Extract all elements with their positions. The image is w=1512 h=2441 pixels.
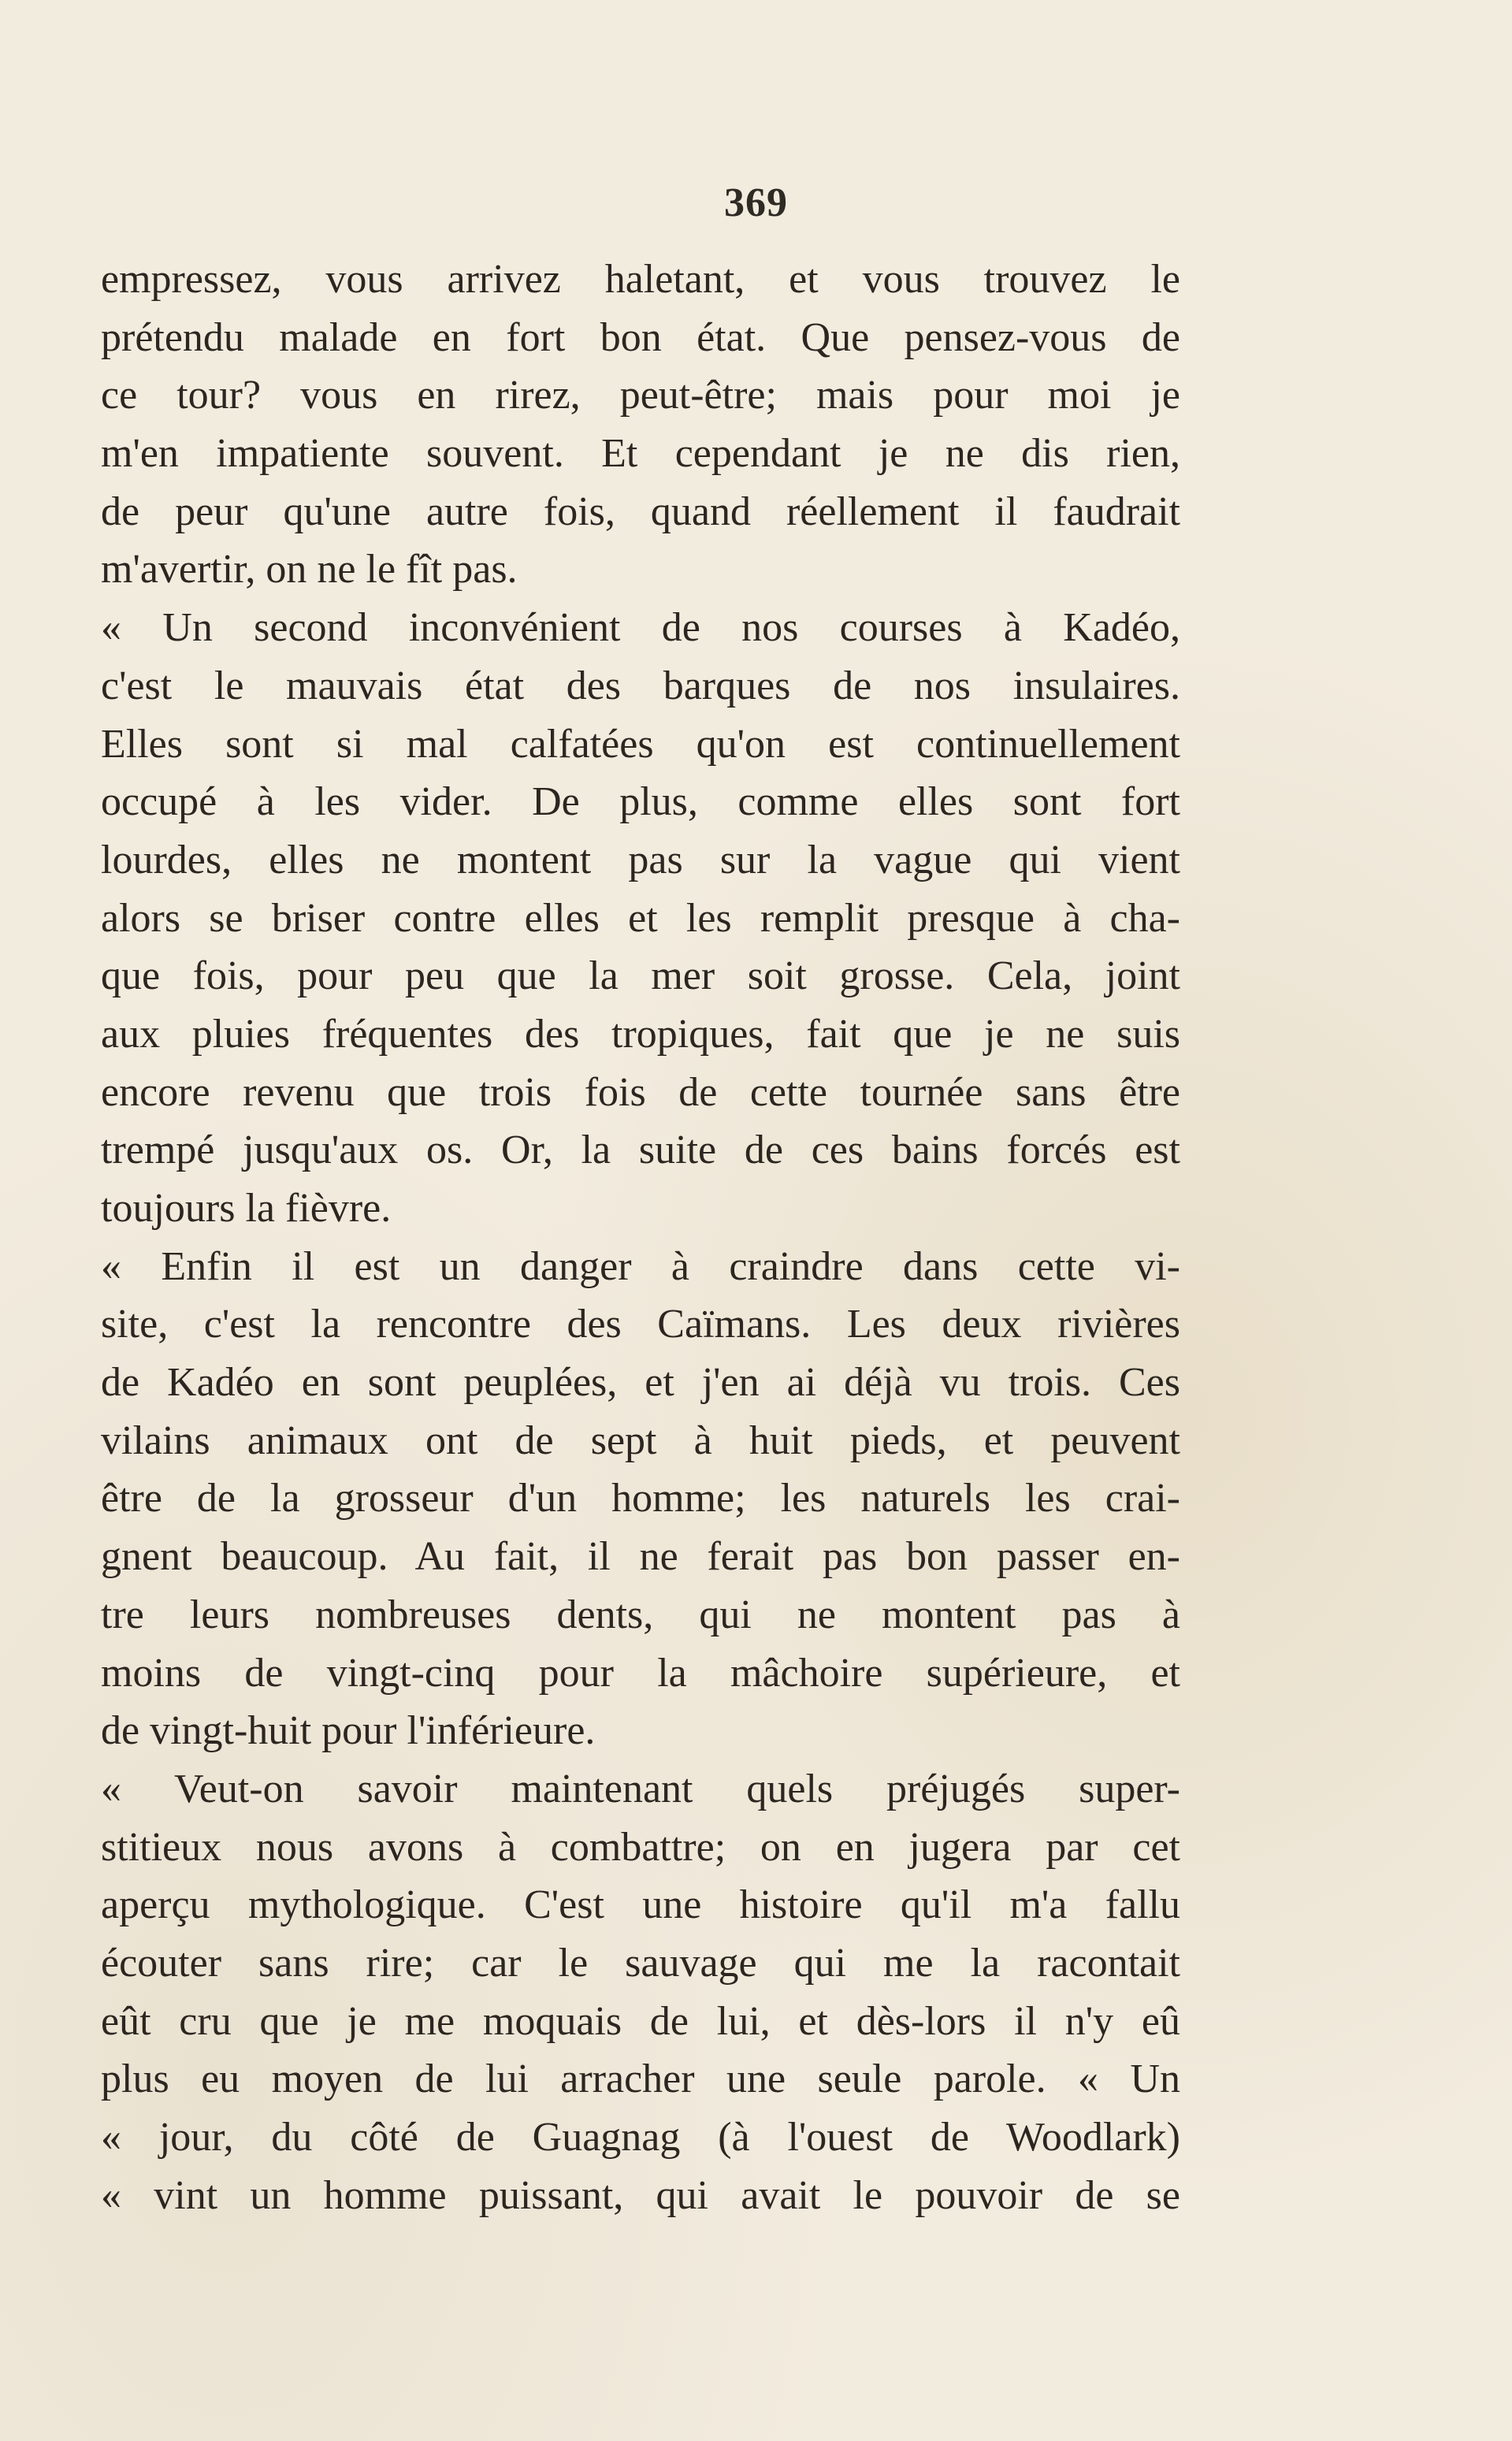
- text-line: m'en impatiente souvent. Et cependant je ne dis rien,: [101, 431, 1180, 477]
- text-line: aux pluies fréquentes des tropiques, fait que je ne suis: [101, 1011, 1180, 1057]
- text-line: de peur qu'une autre fois, quand réellement il faudrait: [101, 489, 1180, 534]
- text-line: encore revenu que trois fois de cette tournée sans être: [101, 1069, 1180, 1115]
- text-line: être de la grosseur d'un homme; les naturels les crai-: [101, 1476, 1180, 1521]
- text-line: trempé jusqu'aux os. Or, la suite de ces bains forcés est: [101, 1128, 1180, 1173]
- page-text-block: [101, 251, 1180, 2224]
- text-line: stitieux nous avons à combattre; on en jugera par cet: [101, 1824, 1180, 1870]
- text-line: gnent beaucoup. Au fait, il ne ferait pas bon passer en-: [101, 1534, 1180, 1580]
- text-line: de vingt-huit pour l'inférieure.: [101, 1708, 596, 1754]
- text-line: aperçu mythologique. C'est une histoire qu'il m'a fallu: [101, 1882, 1180, 1928]
- text-line: écouter sans rire; car le sauvage qui me la racontait: [101, 1940, 1180, 1986]
- text-line: vilains animaux ont de sept à huit pieds, et peuvent: [101, 1417, 1180, 1463]
- text-line: site, c'est la rencontre des Caïmans. Les deux rivières: [101, 1302, 1180, 1347]
- text-line: « jour, du côté de Guagnag (à l'ouest de Woodlark): [101, 2115, 1180, 2160]
- page-number: 369: [724, 180, 788, 225]
- text-line: que fois, pour peu que la mer soit grosse. Cela, joint: [101, 953, 1180, 999]
- text-line: moins de vingt-cinq pour la mâchoire supérieure, et: [101, 1650, 1180, 1696]
- text-line: occupé à les vider. De plus, comme elles sont fort: [101, 779, 1180, 825]
- text-line: de Kadéo en sont peuplées, et j'en ai déjà vu trois. Ces: [101, 1360, 1180, 1406]
- text-line: empressez, vous arrivez haletant, et vous trouvez le: [101, 257, 1180, 302]
- text-line: « Veut-on savoir maintenant quels préjugés super-: [101, 1766, 1180, 1811]
- text-line: ce tour? vous en rirez, peut-être; mais pour moi je: [101, 373, 1180, 418]
- text-line: c'est le mauvais état des barques de nos insulaires.: [101, 663, 1180, 708]
- text-line: prétendu malade en fort bon état. Que pensez-vous de: [101, 314, 1180, 360]
- text-line: m'avertir, on ne le fît pas.: [101, 547, 518, 593]
- text-line: lourdes, elles ne montent pas sur la vague qui vient: [101, 837, 1180, 882]
- text-line: toujours la fièvre.: [101, 1186, 392, 1231]
- text-line: « Enfin il est un danger à craindre dans cette vi-: [101, 1243, 1180, 1289]
- text-line: « Un second inconvénient de nos courses à Kadéo,: [101, 605, 1180, 651]
- text-line: tre leurs nombreuses dents, qui ne montent pas à: [101, 1592, 1180, 1637]
- text-line: plus eu moyen de lui arracher une seule parole. « Un: [101, 2056, 1180, 2102]
- text-line: eût cru que je me moquais de lui, et dès-lors il n'y eû: [101, 1998, 1180, 2044]
- text-line: alors se briser contre elles et les remplit presque à cha-: [101, 895, 1180, 941]
- text-line: Elles sont si mal calfatées qu'on est continuellement: [101, 721, 1180, 767]
- text-line: « vint un homme puissant, qui avait le pouvoir de se: [101, 2172, 1180, 2218]
